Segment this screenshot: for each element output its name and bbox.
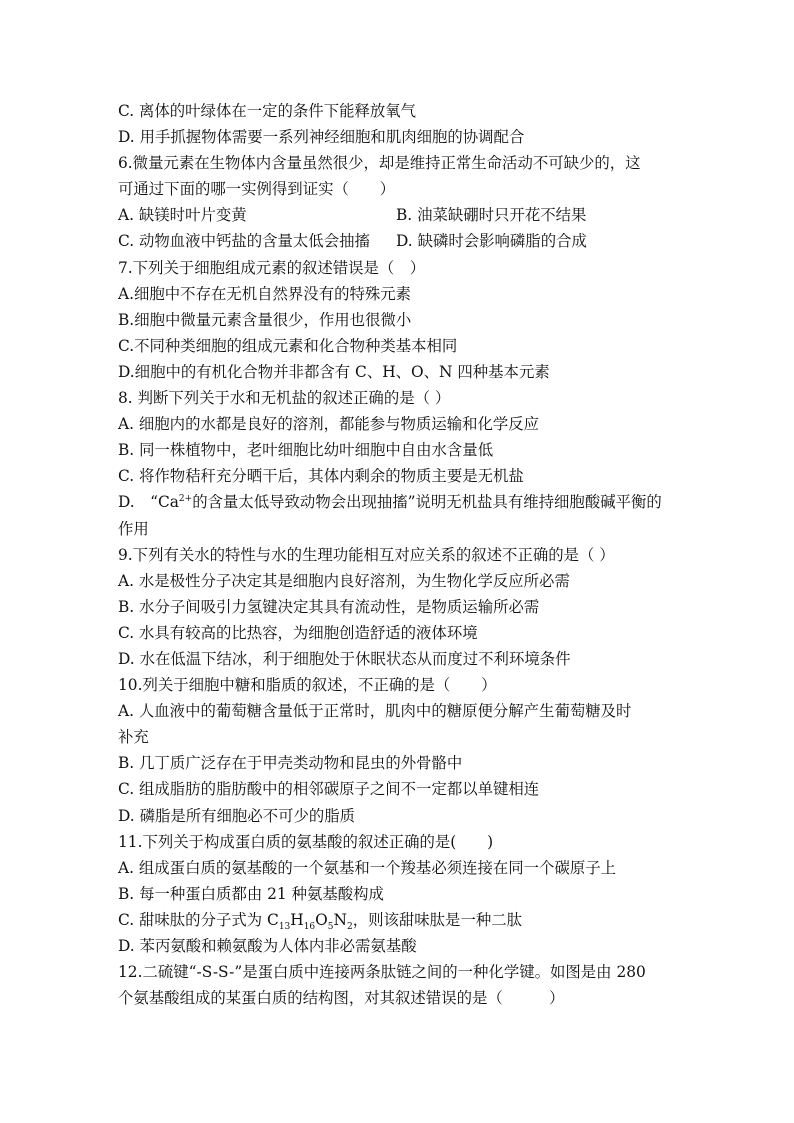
option-d-text-2: 的含量太低导致动物会出现抽搐”说明无机盐具有维持细胞酸碱平衡的: [192, 493, 662, 512]
text-line: C. 离体的叶绿体在一定的条件下能释放氧气: [118, 102, 417, 120]
question-12-stem: 12.二硫键“-S-S-”是蛋白质中连接两条肽链之间的一种化学键。如图是由 280: [118, 963, 646, 982]
option-c-text-1: C. 甜味肽的分子式为 C: [118, 910, 279, 929]
formula-h: H: [290, 910, 304, 929]
option-d: D. 水在低温下结冰，利于细胞处于休眠状态从而度过不利环境条件: [118, 649, 571, 668]
option-d: D.细胞中的有机化合物并非都含有 C、H、O、N 四种基本元素: [118, 362, 550, 381]
option-d: D. 苯丙氨酸和赖氨酸为人体内非必需氨基酸: [118, 937, 417, 955]
formula-n: N: [333, 910, 347, 929]
option-b: B. 油菜缺硼时只开花不结果: [396, 206, 587, 225]
option-d-text-1: D. “Ca: [118, 493, 179, 512]
option-d: D. 缺磷时会影响磷脂的合成: [396, 232, 587, 251]
question-7-stem: 7.下列关于细胞组成元素的叙述错误是（ ）: [118, 258, 426, 277]
question-6-options-row-1: [118, 202, 678, 228]
text-line: D. 用手抓握物体需要一系列神经细胞和肌肉细胞的协调配合: [118, 128, 525, 147]
formula-o: O: [315, 910, 328, 929]
subscript: 13: [278, 921, 291, 932]
option-b: B. 同一株植物中，老叶细胞比幼叶细胞中自由水含量低: [118, 441, 494, 460]
option-d-cont: 作用: [118, 519, 149, 538]
question-12-stem-cont: 个氨基酸组成的某蛋白质的结构图，对其叙述错误的是（ ）: [118, 989, 565, 1008]
subscript: 5: [327, 921, 334, 932]
option-a: A. 人血液中的葡萄糖含量低于正常时，肌肉中的糖原便分解产生葡萄糖及时: [118, 702, 632, 721]
option-c-text-2: ，则该甜味肽是一种二肽: [352, 910, 523, 929]
option-a: A.细胞中不存在无机自然界没有的特殊元素: [118, 284, 412, 303]
document-page: [118, 98, 678, 1011]
option-c: C. 组成脂肪的脂肪酸中的相邻碳原子之间不一定都以单键相连: [118, 780, 540, 799]
question-8-stem: 8. 判断下列关于水和无机盐的叙述正确的是（ ）: [118, 389, 451, 408]
option-a: A. 缺镁时叶片变黄: [118, 206, 247, 225]
option-c: C. 动物血液中钙盐的含量太低会抽搐: [118, 232, 370, 251]
option-a-cont: 补充: [118, 728, 149, 747]
question-9-stem: 9.下列有关水的特性与水的生理功能相互对应关系的叙述不正确的是（ ）: [118, 545, 615, 564]
option-c: [118, 907, 678, 933]
question-11-stem: 11.下列关于构成蛋白质的氨基酸的叙述正确的是( ): [118, 832, 494, 851]
question-6-options-row-2: [118, 228, 678, 254]
option-c: C. 将作物秸秆充分晒干后，其体内剩余的物质主要是无机盐: [118, 467, 524, 486]
subscript: 16: [303, 921, 316, 932]
option-a: A. 细胞内的水都是良好的溶剂，都能参与物质运输和化学反应: [118, 415, 540, 434]
question-10-stem: 10.列关于细胞中糖和脂质的叙述，不正确的是（ ）: [118, 676, 497, 695]
subscript: 2: [346, 921, 353, 932]
option-c: C. 水具有较高的比热容，为细胞创造舒适的液体环境: [118, 623, 478, 642]
option-a: A. 水是极性分子决定其是细胞内良好溶剂，为生物化学反应所必需: [118, 571, 570, 590]
question-6-stem-cont: 可通过下面的哪一实例得到证实（ ）: [118, 180, 396, 199]
option-c: C.不同种类细胞的组成元素和化合物种类基本相同: [118, 336, 458, 355]
question-6-stem: 6.微量元素在生物体内含量虽然很少，却是维持正常生命活动不可缺少的，这: [118, 154, 641, 173]
option-b: B. 每一种蛋白质都由 21 种氨基酸构成: [118, 884, 384, 903]
option-b: B. 几丁质广泛存在于甲壳类动物和昆虫的外骨骼中: [118, 754, 463, 773]
superscript: 2+: [178, 494, 193, 505]
option-d: [118, 489, 678, 515]
option-b: B. 水分子间吸引力氢键决定其具有流动性，是物质运输所必需: [118, 597, 540, 616]
option-a: A. 组成蛋白质的氨基酸的一个氨基和一个羧基必须连接在同一个碳原子上: [118, 858, 617, 877]
option-b: B.细胞中微量元素含量很少，作用也很微小: [118, 310, 412, 329]
option-d: D. 磷脂是所有细胞必不可少的脂质: [118, 806, 356, 825]
